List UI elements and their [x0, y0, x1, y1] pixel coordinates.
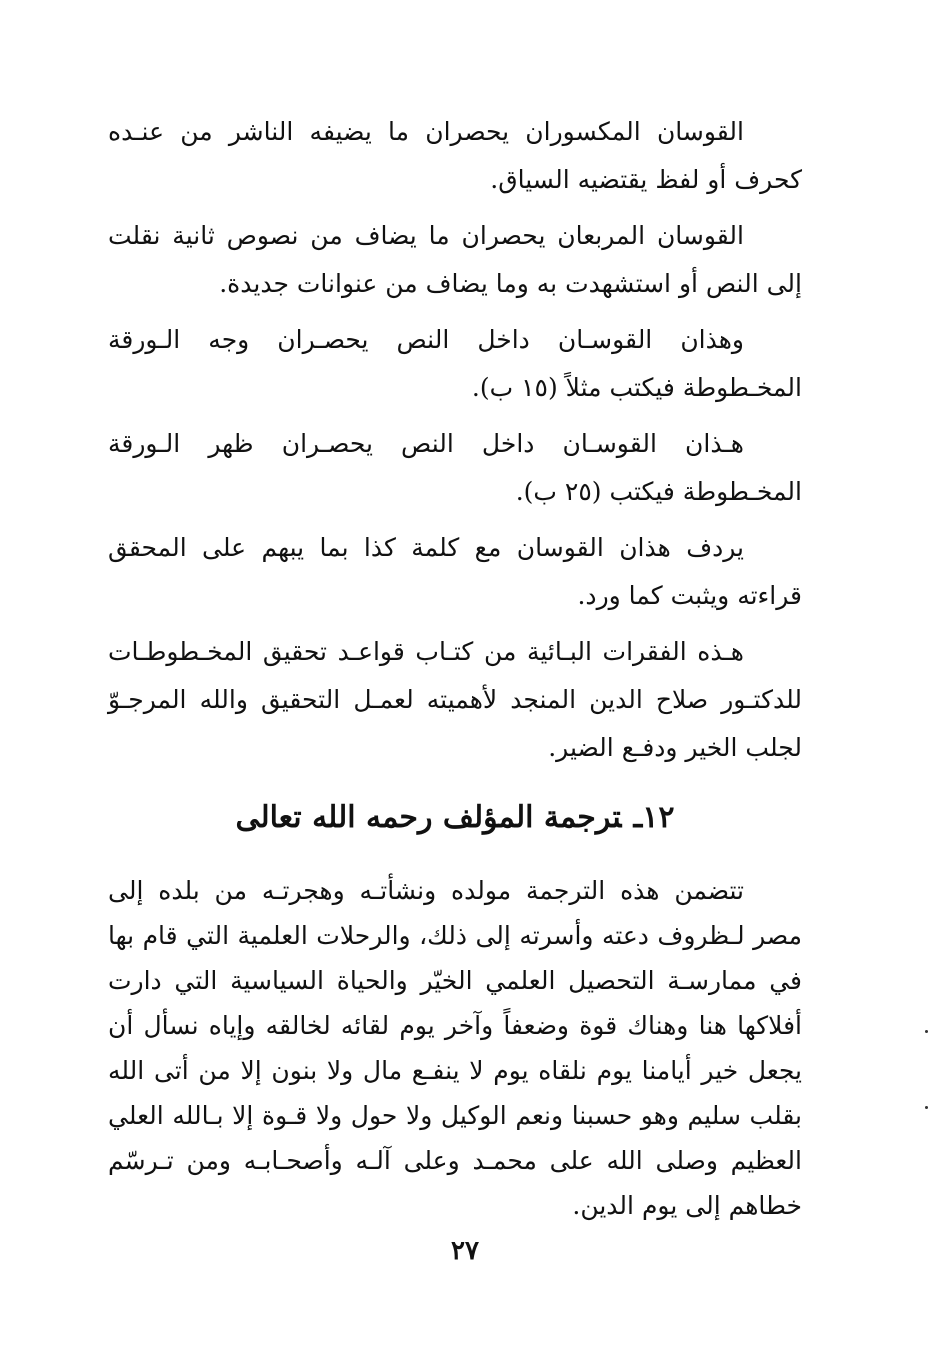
- section-heading: [108, 794, 802, 842]
- margin-dot: [925, 1030, 928, 1033]
- biography-paragraph: تتضمن هذه الترجمة مولده ونشأتـه وهجرتـه من بلده إلى مصر لـظروف دعته وأسرته إلى ذلك، والرحلات العلمية التي قام بها في ممارسـة التحصيل العلمي الخيّر والحياة السياسية التي دارت أفلاكها هنا وهناك قوة وضعفاً وآخر يوم لقائه لخالقه وإياه نسأل أن يجعل خير أيامنا يوم نلقاه يوم لا ينفـع مال ولا بنون إلا من أتى الله بقلب سليم وهو حسبنا ونعم الوكيل ولا حول ولا قـوة إلا بـالله العلي العظيم وصلى الله على محمـد وعلى آلـه وأصحـابـه ومن تـرسّم خطاهم إلى يوم الدين.: [108, 876, 802, 1220]
- paragraph-broken-brackets: القوسان المكسوران يحصران ما يضيفه الناشر من عنـده كحرف أو لفظ يقتضيه السياق.: [108, 117, 802, 194]
- section-title: ترجمة المؤلف رحمه الله تعالى: [235, 800, 622, 835]
- paragraph-folio-verso: هـذان القوسـان داخل النص يحصـران ظهر الـورقة المخـطوطة فيكتب (٢٥ ب).: [108, 429, 802, 506]
- margin-dot: [925, 1106, 928, 1109]
- page-number: ٢٧: [451, 1236, 479, 1266]
- paragraph-square-brackets: القوسان المربعان يحصران ما يضاف من نصوص ثانية نقلت إلى النص أو استشهدت به وما يضاف من عنوانات جديدة.: [108, 221, 802, 298]
- paragraph-folio-recto: وهذان القوسـان داخل النص يحصـران وجه الـورقة المخـطوطة فيكتب مثلاً (١٥ ب).: [108, 325, 802, 402]
- paragraph-kadha: يردف هذان القوسان مع كلمة كذا بما يبهم على المحقق قراءته ويثبت كما ورد.: [108, 533, 802, 610]
- page-body: [108, 108, 802, 1228]
- paragraph-source-note: هـذه الفقرات البـائية من كتـاب قواعـد تحقيق المخـطوطـات للدكتـور صلاح الدين المنجد لأهميته لعمـل التحقيق والله المرجـوّ لجلب الخير ودفـع الضير.: [108, 637, 802, 762]
- section-number: ١٢ـ: [633, 800, 675, 835]
